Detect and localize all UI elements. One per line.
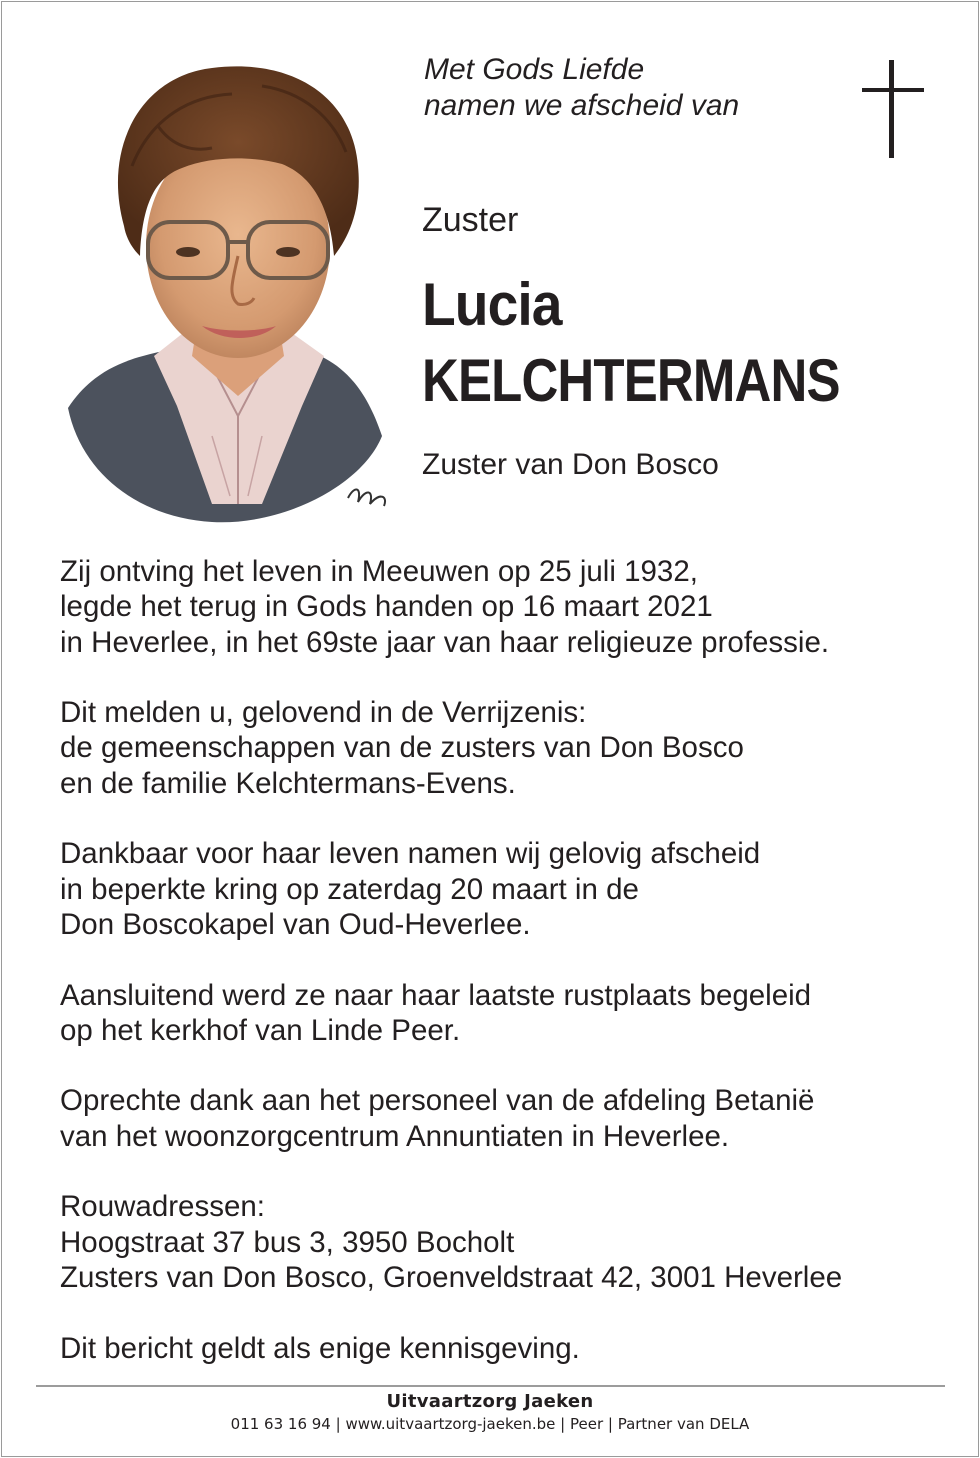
text-line: Aansluitend werd ze naar haar laatste rustplaats begeleid bbox=[60, 978, 812, 1012]
text-line: op het kerkhof van Linde Peer. bbox=[60, 1013, 461, 1047]
funeral-home-contact: 011 63 16 94 | www.uitvaartzorg-jaeken.be | Peer | Partner van DELA bbox=[230, 1415, 750, 1433]
intro-line-1: Met Gods Liefde bbox=[424, 53, 645, 86]
paragraph-thanks bbox=[60, 1083, 950, 1154]
first-name: Lucia bbox=[422, 271, 562, 338]
religious-title: Zuster bbox=[422, 201, 519, 239]
text-line: de gemeenschappen van de zusters van Don Bosco bbox=[60, 731, 744, 765]
text-line: Zusters van Don Bosco, Groenveldstraat 42, 3001 Heverlee bbox=[60, 1260, 843, 1294]
paragraph-announcers bbox=[60, 695, 950, 801]
text-line: Don Boscokapel van Oud-Heverlee. bbox=[60, 907, 531, 941]
text-line: in Heverlee, in het 69ste jaar van haar religieuze professie. bbox=[60, 625, 830, 659]
portrait-image bbox=[62, 56, 404, 524]
footer-divider bbox=[36, 1385, 945, 1387]
intro-line-2: namen we afscheid van bbox=[424, 89, 740, 122]
congregation-label: Zuster van Don Bosco bbox=[422, 448, 719, 481]
text-line: Hoogstraat 37 bus 3, 3950 Bocholt bbox=[60, 1225, 515, 1259]
text-line: Dit melden u, gelovend in de Verrijzenis: bbox=[60, 696, 587, 730]
paragraph-addresses bbox=[60, 1189, 950, 1295]
last-name: KELCHTERMANS bbox=[422, 347, 840, 414]
paragraph-life-dates bbox=[60, 554, 950, 660]
text-line: Dankbaar voor haar leven namen wij gelovig afscheid bbox=[60, 837, 761, 871]
paragraph-burial bbox=[60, 978, 950, 1049]
text-line: Dit bericht geldt als enige kennisgeving. bbox=[60, 1331, 580, 1365]
funeral-home-name: Uitvaartzorg Jaeken bbox=[386, 1391, 594, 1412]
text-line: Zij ontving het leven in Meeuwen op 25 juli 1932, bbox=[60, 555, 698, 588]
announcement-body bbox=[60, 554, 950, 1401]
text-line: in beperkte kring op zaterdag 20 maart in de bbox=[60, 872, 639, 906]
intro-text bbox=[424, 52, 739, 124]
text-line: Rouwadressen: bbox=[60, 1190, 265, 1224]
text-line: en de familie Kelchtermans-Evens. bbox=[60, 766, 516, 800]
text-line: van het woonzorgcentrum Annuntiaten in Heverlee. bbox=[60, 1119, 730, 1153]
latin-cross-icon bbox=[862, 60, 924, 158]
text-line: legde het terug in Gods handen op 16 maart 2021 bbox=[60, 590, 713, 624]
paragraph-notice bbox=[60, 1331, 950, 1366]
text-line: Oprechte dank aan het personeel van de afdeling Betanië bbox=[60, 1084, 815, 1118]
paragraph-farewell bbox=[60, 836, 950, 942]
